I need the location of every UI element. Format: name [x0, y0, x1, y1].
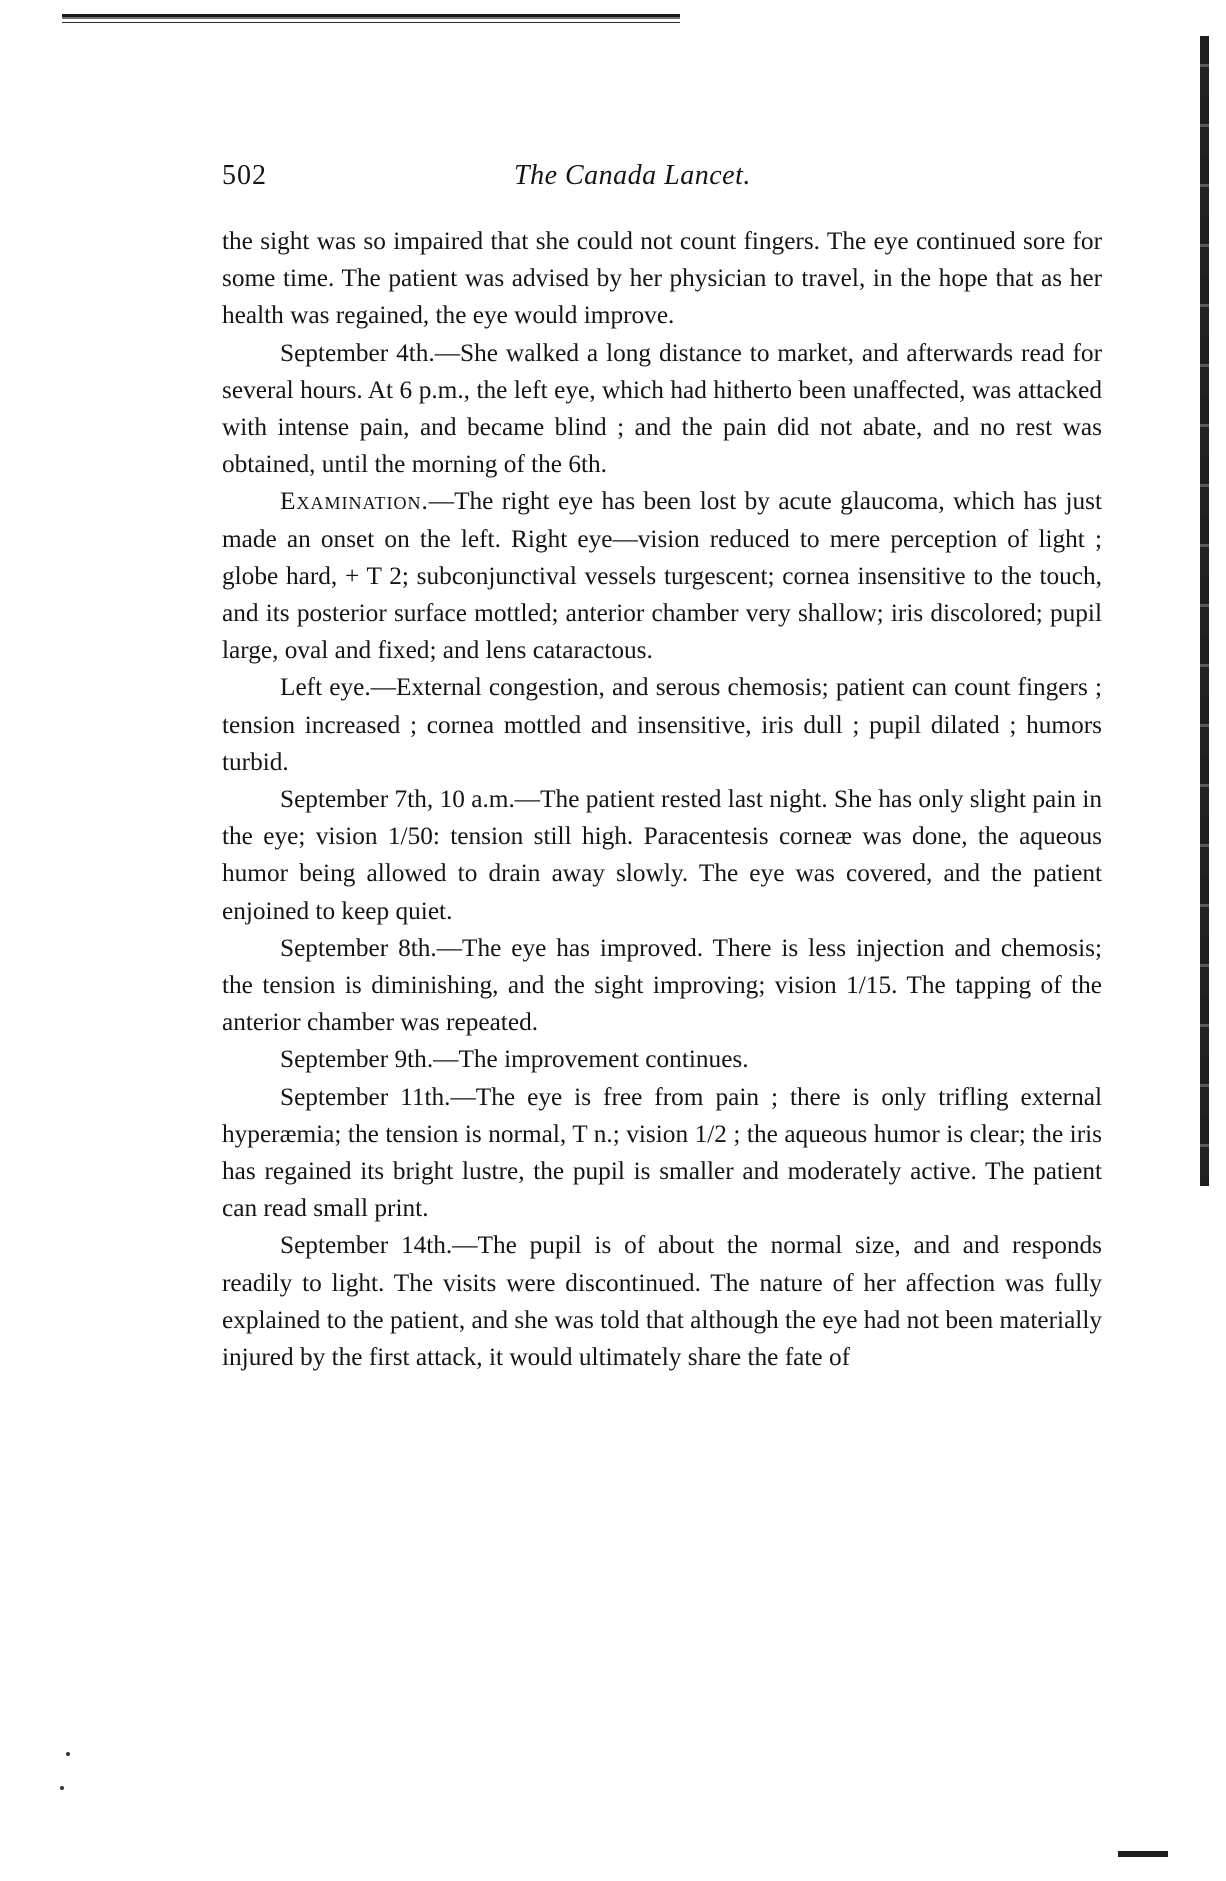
paragraph [222, 1079, 1102, 1228]
paragraph-text: the sight was so impaired that she could not count fingers. The eye continued sore for some time. The patient was advised by her physician to travel, in the hope that as her health was regained, the eye would improve. [222, 227, 1102, 330]
section-lead: Examination. [280, 487, 429, 516]
paragraph [222, 1041, 1102, 1078]
scan-speck [60, 1786, 64, 1790]
page-number: 502 [222, 160, 267, 191]
top-scan-rule [62, 14, 680, 24]
paragraph-text: September 14th.—The pupil is of about the normal size, and and responds readily to light. The visits were discontinued. The nature of her affection was fully explained to the patient, and she was told that although the eye had not been materially injured by the first attack, it would ultimately share the fate of [222, 1231, 1102, 1372]
paragraph [222, 483, 1102, 669]
right-scan-edge [1200, 36, 1209, 1186]
paragraph [222, 223, 1102, 335]
paragraph-text: September 8th.—The eye has improved. There is less injection and chemosis; the tension is diminishing, and the sight improving; vision 1/15. The tapping of the anterior chamber was repeated. [222, 933, 1102, 1037]
paragraph [222, 335, 1102, 484]
bottom-scan-mark [1118, 1851, 1168, 1857]
paragraph [222, 781, 1102, 930]
paragraph [222, 669, 1102, 781]
paragraph-text: September 9th.—The improvement continues. [280, 1045, 749, 1074]
paragraph [222, 1227, 1102, 1376]
paragraph-text: September 11th.—The eye is free from pain ; there is only trifling external hyperæmia; the tension is normal, T n.; vision 1/2 ; the aqueous humor is clear; the iris has regained its bright lustre, the pupil is smaller and moderately active. The patient can read small print. [222, 1082, 1102, 1223]
paragraph-text: September 4th.—She walked a long distance to market, and afterwards read for several hours. At 6 p.m., the left eye, which had hitherto been unaffected, was attacked with intense pain, and became blind ; and the pain did not abate, and no rest was obtained, until the morning of the 6th. [222, 338, 1102, 479]
article-body [222, 223, 1102, 1376]
running-title: The Canada Lancet. [514, 160, 751, 191]
scan-speck [66, 1752, 70, 1756]
paragraph-text: Left eye.—External congestion, and serous chemosis; patient can count fingers ; tension increased ; cornea mottled and insensitive, iris dull ; pupil dilated ; humors turbid. [222, 673, 1102, 776]
paragraph-text: —The right eye has been lost by acute glaucoma, which has just made an onset on the left. Right eye—vision reduced to mere perception of light ; globe hard, + T 2; subconjunctival vessels turgescent; cornea insensitive to the touch, and its posterior surface mottled; anterior chamber very shallow; iris discolored; pupil large, oval and fixed; and lens cataractous. [222, 487, 1102, 665]
paragraph [222, 930, 1102, 1042]
paragraph-text: September 7th, 10 a.m.—The patient rested last night. She has only slight pain in the eye; vision 1/50: tension still high. Paracentesis corneæ was done, the aqueous humor being allowed to drain away slowly. The eye was covered, and the patient enjoined to keep quiet. [222, 785, 1102, 925]
page-header [222, 160, 1102, 204]
